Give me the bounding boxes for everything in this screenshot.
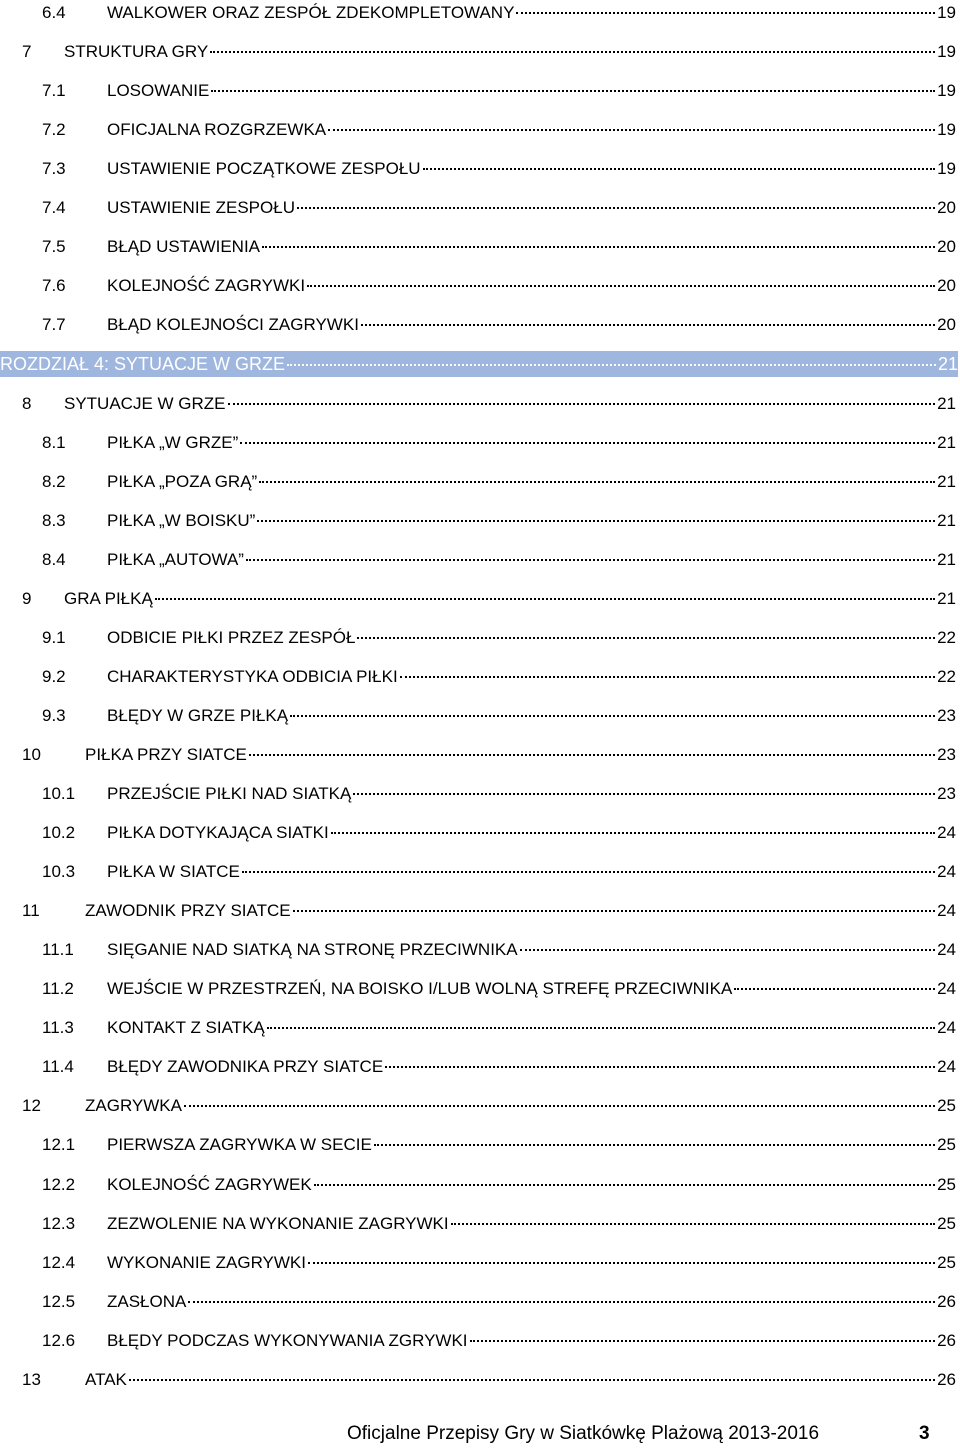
toc-entry-number: 8 — [22, 393, 32, 413]
toc-entry-number: 8.1 — [42, 432, 66, 452]
toc-entry-title: ROZDZIAŁ 4: SYTUACJE W GRZE — [0, 354, 286, 375]
toc-entry[interactable] — [22, 391, 956, 417]
toc-dot-leader — [240, 442, 935, 444]
toc-entry-number: 11 — [22, 901, 40, 921]
toc-entry[interactable] — [42, 1289, 956, 1315]
toc-dot-leader — [293, 910, 935, 912]
page-footer — [347, 1423, 930, 1445]
toc-entry-page: 26 — [937, 1330, 956, 1350]
toc-entry-title: CHARAKTERYSTYKA ODBICIA PIŁKI — [107, 666, 398, 686]
toc-entry-title: BŁĄD KOLEJNOŚCI ZAGRYWKI — [107, 315, 359, 335]
toc-entry-title: PIŁKA DOTYKAJĄCA SIATKI — [107, 823, 329, 843]
toc-entry-page: 21 — [937, 393, 956, 413]
toc-entry-title: USTAWIENIE ZESPOŁU — [107, 198, 295, 218]
toc-entry-title: KOLEJNOŚĆ ZAGRYWKI — [107, 276, 306, 296]
toc-entry-page: 23 — [937, 705, 956, 725]
toc-entry[interactable] — [42, 976, 956, 1002]
toc-entry-page: 21 — [937, 471, 956, 491]
toc-entry[interactable] — [42, 1211, 956, 1237]
toc-dot-leader — [520, 949, 935, 951]
toc-entry-page: 26 — [937, 1291, 956, 1311]
toc-entry-number: 10 — [22, 744, 41, 764]
toc-entry[interactable] — [42, 1250, 956, 1276]
toc-dot-leader — [331, 832, 935, 834]
toc-entry-page: 19 — [937, 42, 956, 62]
toc-entry-number: 9.3 — [42, 705, 66, 725]
toc-dot-leader — [259, 481, 935, 483]
toc-entry-number: 10.3 — [42, 862, 76, 882]
toc-entry-number: 8.4 — [42, 549, 66, 569]
toc-entry-title: OFICJALNA ROZGRZEWKA — [107, 120, 327, 140]
toc-entry-title: PIŁKA W SIATCE — [107, 862, 240, 882]
toc-entry-number: 12.1 — [42, 1135, 76, 1155]
toc-entry[interactable] — [22, 1367, 956, 1393]
toc-dot-leader — [257, 520, 935, 522]
toc-entry-title: STRUKTURA GRY — [64, 42, 209, 62]
toc-entry[interactable] — [42, 781, 956, 807]
toc-entry[interactable] — [42, 1328, 956, 1354]
toc-entry[interactable] — [42, 625, 956, 651]
toc-entry-number: 7.2 — [42, 120, 66, 140]
toc-dot-leader — [262, 246, 935, 248]
toc-entry-page: 24 — [937, 940, 956, 960]
toc-dot-leader — [307, 285, 935, 287]
toc-dot-leader — [267, 1027, 935, 1029]
toc-chapter-heading[interactable] — [0, 351, 958, 377]
toc-dot-leader — [361, 324, 935, 326]
toc-entry[interactable] — [42, 859, 956, 885]
toc-entry-title: BŁĘDY PODCZAS WYKONYWANIA ZGRYWKI — [107, 1330, 468, 1350]
toc-entry[interactable] — [42, 0, 956, 26]
toc-entry-title: GRA PIŁKĄ — [64, 588, 153, 608]
toc-entry[interactable] — [42, 703, 956, 729]
toc-dot-leader — [451, 1223, 935, 1225]
toc-entry-title: KONTAKT Z SIATKĄ — [107, 1018, 265, 1038]
toc-entry-title: BŁĄD USTAWIENIA — [107, 237, 261, 257]
toc-entry-title: KOLEJNOŚĆ ZAGRYWEK — [107, 1174, 312, 1194]
toc-entry-page: 24 — [937, 1018, 956, 1038]
toc-entry-page: 23 — [937, 784, 956, 803]
toc-entry-page: 25 — [937, 1096, 956, 1116]
toc-entry-number: 8.3 — [42, 510, 66, 530]
toc-entry-page: 21 — [937, 549, 956, 569]
toc-entry-title: PIŁKA „W GRZE” — [107, 432, 239, 452]
toc-entry-page: 25 — [937, 1174, 956, 1194]
toc-dot-leader — [242, 871, 935, 873]
toc-dot-leader — [184, 1105, 935, 1107]
toc-entry-number: 7.6 — [42, 276, 66, 296]
toc-entry-page: 22 — [937, 627, 956, 647]
toc-dot-leader — [211, 90, 935, 92]
toc-entry-number: 8.2 — [42, 471, 66, 491]
toc-entry-page: 25 — [937, 1135, 956, 1155]
toc-dot-leader — [297, 207, 935, 209]
toc-dot-leader — [210, 51, 935, 53]
toc-entry[interactable] — [42, 1172, 956, 1198]
toc-entry-page: 23 — [937, 744, 956, 764]
toc-entry[interactable] — [42, 547, 956, 573]
toc-entry-number: 12 — [22, 1096, 41, 1116]
toc-dot-leader — [353, 793, 935, 795]
toc-entry[interactable] — [22, 586, 956, 612]
toc-entry-page: 21 — [937, 432, 956, 452]
toc-entry-title: ZAWODNIK PRZY SIATCE — [85, 901, 291, 921]
toc-entry-page: 20 — [937, 276, 956, 296]
toc-entry-page: 20 — [937, 198, 956, 218]
toc-entry-page: 22 — [937, 666, 956, 686]
toc-entry-page: 19 — [937, 159, 956, 179]
toc-entry-page: 19 — [937, 81, 956, 101]
toc-dot-leader — [287, 364, 936, 366]
toc-dot-leader — [188, 1301, 935, 1303]
toc-entry[interactable] — [42, 508, 956, 534]
toc-entry-page: 24 — [937, 979, 956, 999]
toc-entry-number: 12.5 — [42, 1291, 76, 1311]
toc-entry[interactable] — [22, 742, 956, 768]
toc-dot-leader — [228, 403, 936, 405]
toc-entry-title: PIŁKA „POZA GRĄ” — [107, 471, 258, 491]
toc-entry-page: 24 — [937, 862, 956, 882]
toc-entry[interactable] — [42, 312, 956, 338]
toc-dot-leader — [385, 1066, 935, 1068]
toc-entry-title: PIŁKA PRZY SIATCE — [85, 744, 247, 764]
toc-entry-page: 19 — [937, 120, 956, 140]
toc-entry[interactable] — [42, 469, 956, 495]
toc-entry-title: ZASŁONA — [107, 1291, 187, 1311]
toc-entry-title: PRZEJŚCIE PIŁKI NAD SIATKĄ — [107, 784, 352, 803]
toc-entry-page: 19 — [937, 3, 956, 22]
toc-dot-leader — [290, 715, 935, 717]
toc-entry-title: USTAWIENIE POCZĄTKOWE ZESPOŁU — [107, 159, 421, 179]
toc-entry-number: 7.3 — [42, 159, 66, 179]
toc-entry-title: WALKOWER ORAZ ZESPÓŁ ZDEKOMPLETOWANY — [107, 3, 515, 22]
toc-dot-leader — [246, 559, 935, 561]
toc-entry-page: 26 — [937, 1369, 956, 1389]
toc-entry-number: 12.2 — [42, 1174, 76, 1194]
toc-entry-page: 24 — [937, 823, 956, 843]
toc-entry-page: 21 — [937, 354, 958, 375]
toc-entry[interactable] — [42, 430, 956, 456]
toc-dot-leader — [357, 637, 935, 639]
toc-entry[interactable] — [42, 156, 956, 182]
toc-entry-number: 10.2 — [42, 823, 76, 843]
toc-dot-leader — [516, 12, 935, 14]
toc-entry-title: LOSOWANIE — [107, 81, 210, 101]
toc-dot-leader — [470, 1340, 936, 1342]
toc-entry-number: 11.4 — [42, 1057, 74, 1077]
footer-title: Oficjalne Przepisy Gry w Siatkówkę Plażową 2013-2016 — [347, 1423, 820, 1444]
toc-entry-number: 12.3 — [42, 1213, 76, 1233]
toc-entry-page: 25 — [937, 1213, 956, 1233]
toc-dot-leader — [734, 988, 935, 990]
toc-entry-page: 21 — [937, 588, 956, 608]
toc-entry[interactable] — [42, 820, 956, 846]
toc-entry-number: 7.4 — [42, 198, 66, 218]
toc-dot-leader — [328, 129, 935, 131]
toc-entry[interactable] — [22, 898, 956, 924]
toc-entry[interactable] — [42, 1015, 956, 1041]
toc-entry-title: ZEZWOLENIE NA WYKONANIE ZAGRYWKI — [107, 1213, 449, 1233]
toc-dot-leader — [129, 1379, 935, 1381]
toc-entry[interactable] — [22, 1093, 956, 1119]
toc-entry-number: 7.7 — [42, 315, 66, 335]
toc-entry-title: PIERWSZA ZAGRYWKA W SECIE — [107, 1135, 372, 1155]
toc-entry-page: 20 — [937, 237, 956, 257]
toc-entry-number: 11.1 — [42, 940, 74, 960]
toc-entry-page: 20 — [937, 315, 956, 335]
toc-entry-title: ODBICIE PIŁKI PRZEZ ZESPÓŁ — [107, 627, 356, 647]
toc-entry-title: SIĘGANIE NAD SIATKĄ NA STRONĘ PRZECIWNIKA — [107, 940, 518, 960]
toc-dot-leader — [423, 168, 935, 170]
toc-entry-title: ATAK — [85, 1369, 127, 1389]
toc-entry-page: 25 — [937, 1252, 956, 1272]
toc-entry[interactable] — [42, 1132, 956, 1158]
toc-dot-leader — [374, 1144, 935, 1146]
toc-entry-page: 24 — [937, 901, 956, 921]
toc-entry-number: 9.1 — [42, 627, 66, 647]
toc-entry-number: 12.6 — [42, 1330, 76, 1350]
toc-entry-title: PIŁKA „AUTOWA” — [107, 549, 244, 569]
toc-entry-title: BŁĘDY ZAWODNIKA PRZY SIATCE — [107, 1057, 384, 1077]
toc-entry-page: 21 — [937, 510, 956, 530]
toc-entry-number: 7.5 — [42, 237, 66, 257]
toc-entry-page: 24 — [937, 1057, 956, 1077]
toc-entry-number: 13 — [22, 1369, 41, 1389]
toc-entry-title: PIŁKA „W BOISKU” — [107, 510, 256, 530]
toc-entry-title: ZAGRYWKA — [85, 1096, 182, 1116]
toc-entry-number: 12.4 — [42, 1252, 76, 1272]
toc-entry[interactable] — [42, 664, 956, 690]
toc-entry[interactable] — [42, 937, 956, 963]
toc-dot-leader — [308, 1262, 935, 1264]
toc-entry[interactable] — [42, 195, 956, 221]
toc-entry-number: 10.1 — [42, 784, 76, 803]
toc-entry-number: 9.2 — [42, 666, 66, 686]
toc-entry-title: BŁĘDY W GRZE PIŁKĄ — [107, 705, 289, 725]
toc-dot-leader — [155, 598, 935, 600]
toc-entry-number: 6.4 — [42, 3, 66, 22]
toc-entry-number: 9 — [22, 588, 32, 608]
toc-dot-leader — [249, 754, 935, 756]
toc-entry[interactable] — [42, 234, 956, 260]
toc-entry-title: SYTUACJE W GRZE — [64, 393, 226, 413]
toc-entry[interactable] — [42, 1054, 956, 1080]
toc-entry-number: 11.2 — [42, 979, 74, 999]
toc-entry-number: 7.1 — [42, 81, 66, 101]
footer-page-number: 3 — [919, 1423, 930, 1444]
toc-dot-leader — [314, 1184, 935, 1186]
toc-entry-number: 11.3 — [42, 1018, 74, 1038]
toc-entry[interactable] — [22, 39, 956, 65]
toc-dot-leader — [400, 676, 935, 678]
toc-entry[interactable] — [42, 117, 956, 143]
toc-entry-title: WEJŚCIE W PRZESTRZEŃ, NA BOISKO I/LUB WOLNĄ STREFĘ PRZECIWNIKA — [107, 979, 733, 999]
toc-entry-number: 7 — [22, 42, 32, 62]
toc-entry-title: WYKONANIE ZAGRYWKI — [107, 1252, 306, 1272]
toc-entry[interactable] — [42, 78, 956, 104]
toc-entry[interactable] — [42, 273, 956, 299]
